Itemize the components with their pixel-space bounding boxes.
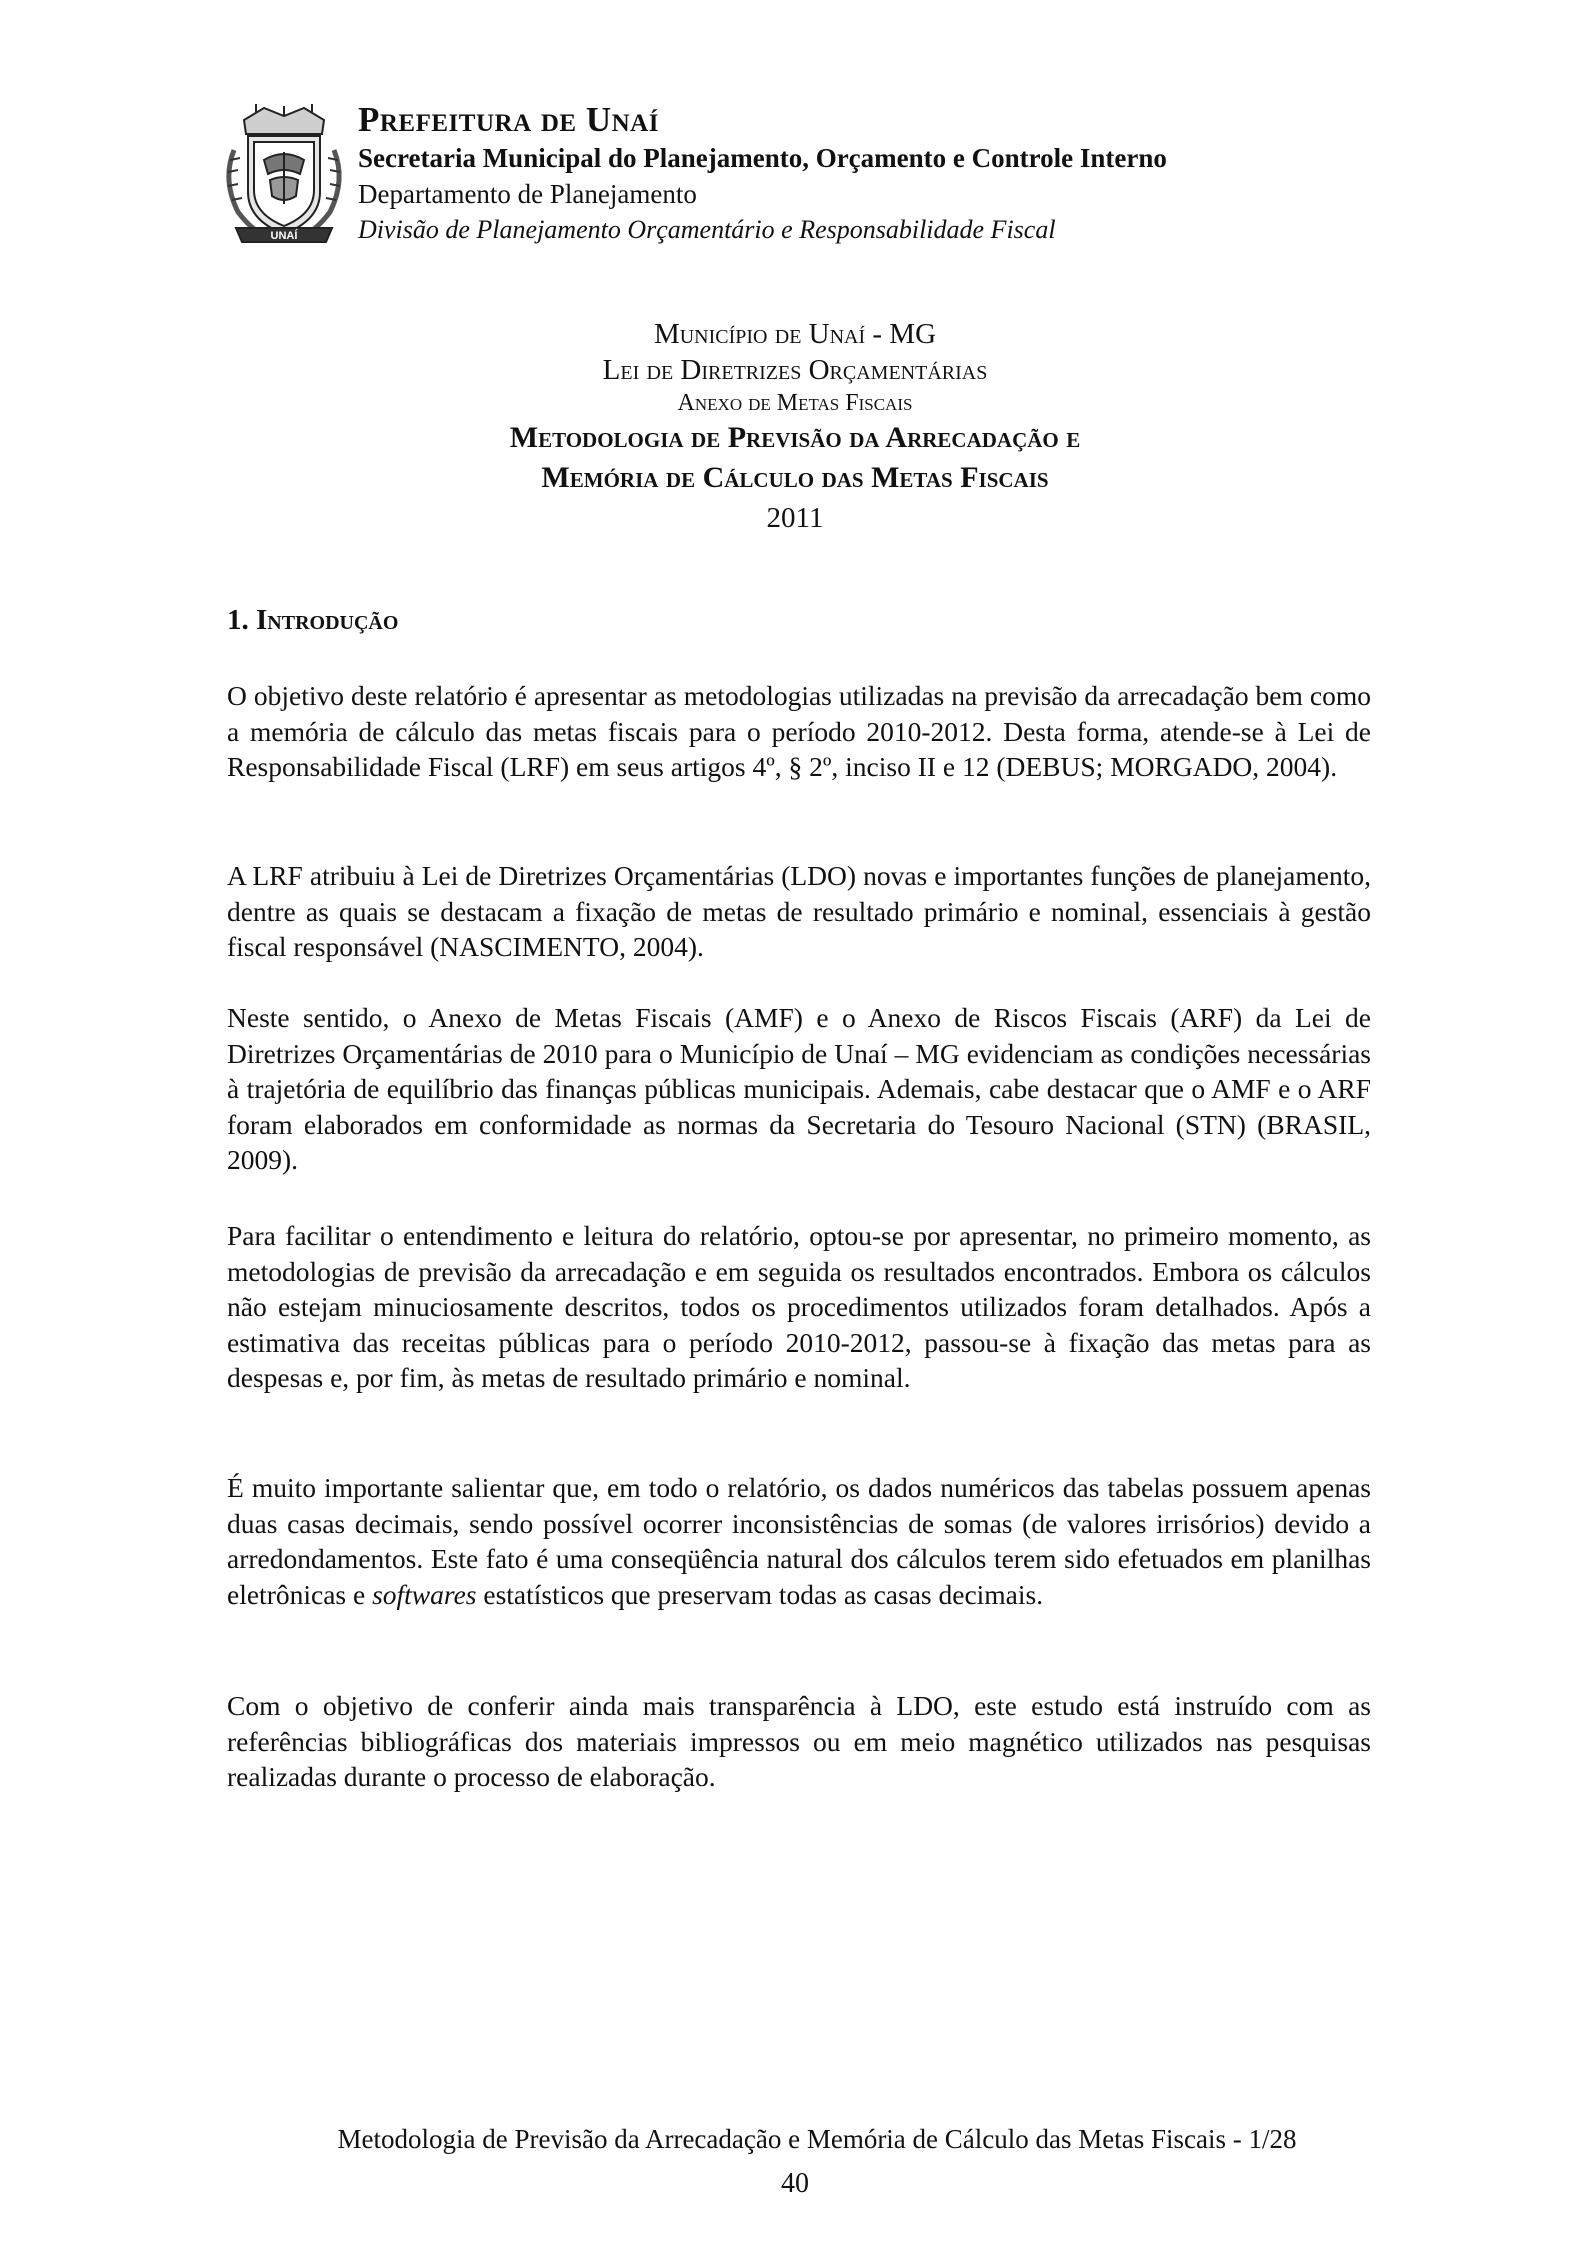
page-footer: Metodologia de Previsão da Arrecadação e Memória de Cálculo das Metas Fiscais - 1/28 [337,2124,1297,2154]
municipal-crest-icon [214,100,354,250]
title-annex: Anexo de Metas Fiscais [677,390,913,416]
title-law: Lei de Diretrizes Orçamentárias [602,354,988,386]
paragraph-decimals-text-b: estatísticos que preservam todas as casas decimais. [476,1578,1044,1610]
paragraph-decimals-text-a: É muito importante salientar que, em todo o relatório, os dados numéricos das tabelas possuem apenas duas casas decimais, sendo possível ocorrer inconsistências de somas (de valores irrisórios) devido a arredondamentos. Este fato é uma conseqüência natural dos cálculos terem sido efetuados em planilhas eletrônicas e [227,1472,1371,1610]
paragraph-lrf: A LRF atribuiu à Lei de Diretrizes Orçamentárias (LDO) novas e importantes funções de planejamento, dentre as quais se destacam a fixação de metas de resultado primário e nominal, essenciais à gestão fiscal responsável (NASCIMENTO, 2004). [227,860,1371,963]
crest-label: UNAÍ [270,230,298,242]
letterhead [358,100,1358,248]
title-year: 2011 [766,502,824,534]
title-main-line1: Metodologia de Previsão da Arrecadação e [509,421,1081,454]
division-name: Divisão de Planejamento Orçamentário e Responsabilidade Fiscal [358,215,1056,244]
section-heading: 1. Introdução [227,604,399,636]
department-name: Departamento de Planejamento [358,179,697,209]
paragraph-transparency: Com o objetivo de conferir ainda mais transparência à LDO, este estudo está instruído com as referências bibliográficas dos materiais impressos ou em meio magnético utilizados nas pesquisas realizadas durante o processo de elaboração. [227,1690,1371,1793]
paragraph-report-structure: Para facilitar o entendimento e leitura do relatório, optou-se por apresentar, no primeiro momento, as metodologias de previsão da arrecadação e em seguida os resultados encontrados. Embora os cálculos não estejam minuciosamente descritos, todos os procedimentos utilizados foram detalhados. Após a estimativa das receitas públicas para o período 2010-2012, passou-se à fixação das metas para as despesas e, por fim, às metas de resultado primário e nominal. [227,1220,1371,1394]
paragraph-decimals-italic: softwares [372,1578,477,1610]
title-main-line2: Memória de Cálculo das Metas Fiscais [541,461,1049,494]
organization-name: Prefeitura de Unaí [358,100,659,139]
secretariat-name: Secretaria Municipal do Planejamento, Orçamento e Controle Interno [358,143,1167,173]
title-municipality: Município de Unaí - MG [653,318,937,350]
paragraph-decimals [227,1470,1371,1612]
paragraph-objective: O objetivo deste relatório é apresentar as metodologias utilizadas na previsão da arrecadação bem como a memória de cálculo das metas fiscais para o período 2010-2012. Desta forma, atende-se à Lei de Responsabilidade Fiscal (LRF) em seus artigos 4º, § 2º, inciso II e 12 (DEBUS; MORGADO, 2004). [227,680,1371,783]
document-title-block [130,316,1460,538]
paragraph-annexes: Neste sentido, o Anexo de Metas Fiscais (AMF) e o Anexo de Riscos Fiscais (ARF) da Lei de Diretrizes Orçamentárias de 2010 para o Município de Unaí – MG evidenciam as condições necessárias à trajetória de equilíbrio das finanças públicas municipais. Ademais, cabe destacar que o AMF e o ARF foram elaborados em conformidade as normas da Secretaria do Tesouro Nacional (STN) (BRASIL, 2009). [227,1002,1371,1176]
page-number: 40 [781,2168,809,2199]
